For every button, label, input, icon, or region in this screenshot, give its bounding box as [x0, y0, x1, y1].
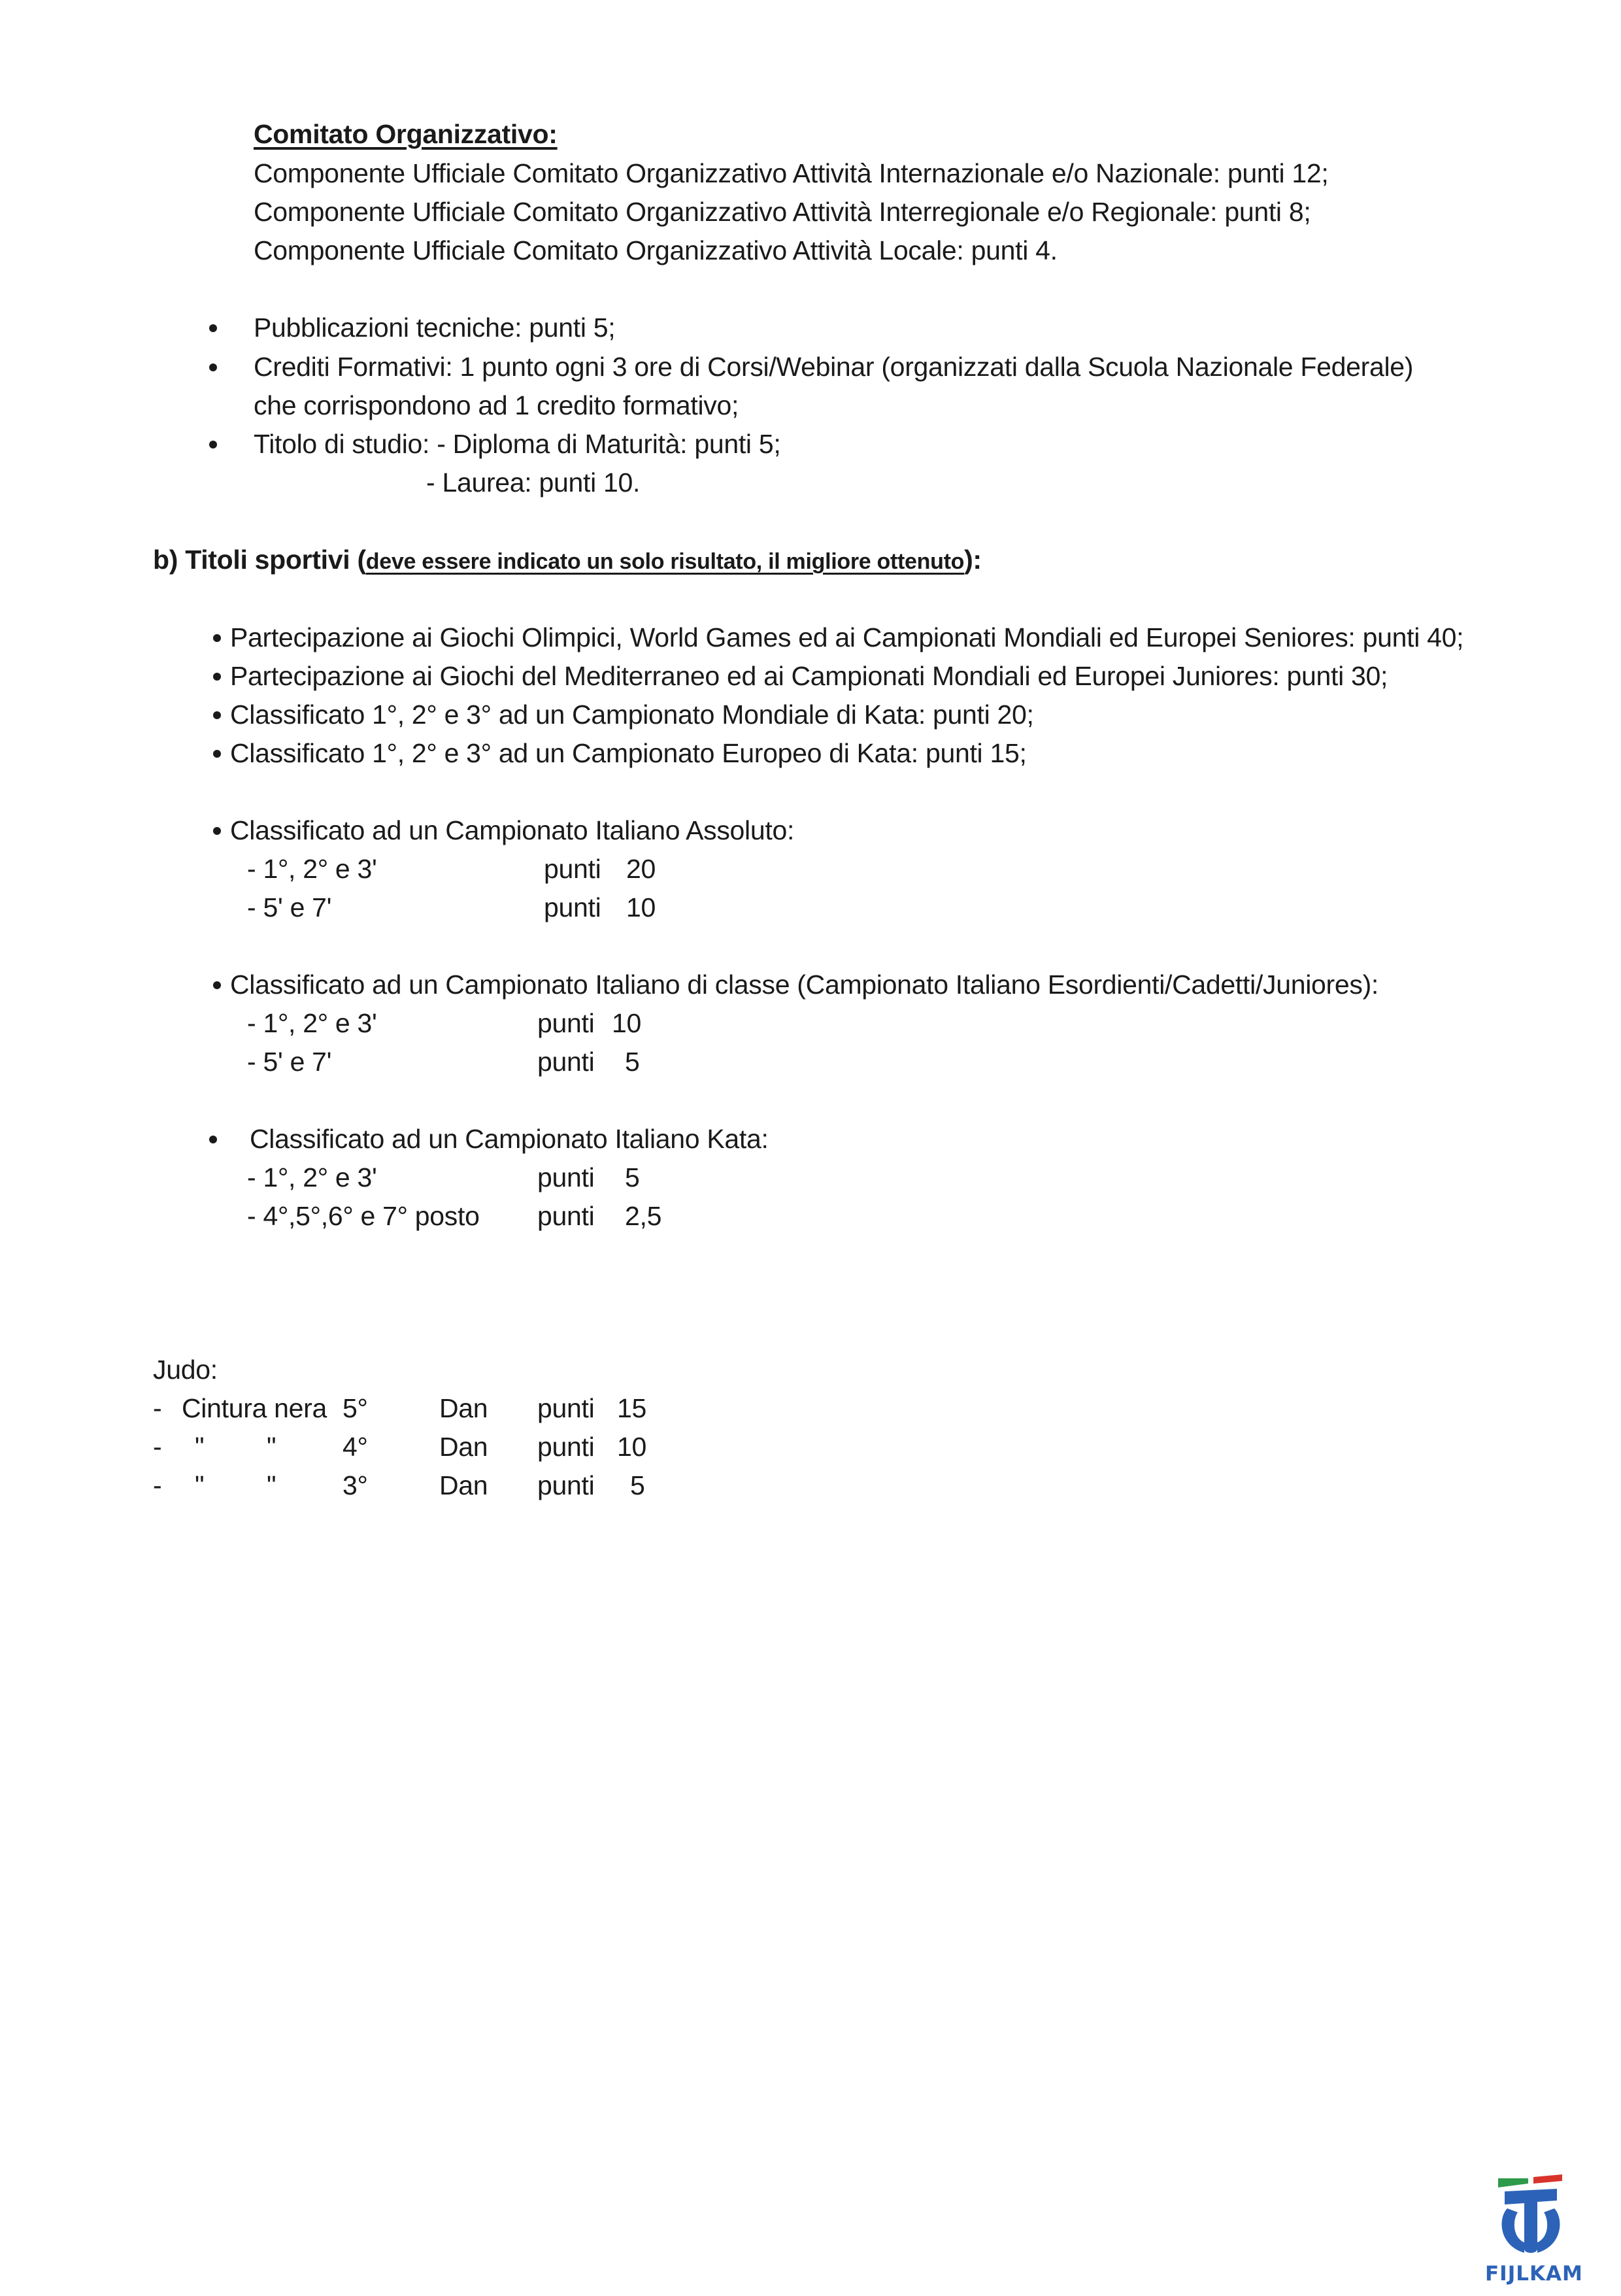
judo-punti-label: punti — [537, 1432, 595, 1462]
classe-pos: - 1°, 2° e 3' — [247, 1008, 377, 1038]
kata-punti-value: 5 — [625, 1162, 640, 1192]
classe-punti-label: punti — [537, 1008, 595, 1038]
crediti-item-line-1: Crediti Formativi: 1 punto ogni 3 ore di Corsi/Webinar (organizzati dalla Scuola Nazionale Federale) — [254, 352, 1414, 382]
judo-ditto: " — [195, 1470, 205, 1500]
classe-punti-label: punti — [537, 1047, 595, 1077]
judo-ditto: " — [195, 1432, 205, 1462]
comitato-line-1: Componente Ufficiale Comitato Organizzativo Attività Internazionale e/o Nazionale: punti 12; — [254, 158, 1329, 188]
judo-grade: 5° — [343, 1393, 368, 1423]
bullet — [209, 1136, 217, 1143]
comitato-line-3: Componente Ufficiale Comitato Organizzativo Attività Locale: punti 4. — [254, 235, 1058, 265]
judo-punti-value: 15 — [617, 1393, 647, 1423]
judo-dash: - — [153, 1432, 162, 1462]
bullet — [213, 750, 221, 758]
kata-punti-label: punti — [537, 1162, 595, 1192]
titoli-sportivi-note-open: ( — [357, 545, 366, 575]
kata-punti-label: punti — [537, 1201, 595, 1231]
bullet — [209, 441, 217, 448]
fijlkam-logo-text: FIJLKAM — [1485, 2262, 1583, 2286]
comitato-line-2: Componente Ufficiale Comitato Organizzativo Attività Interregionale e/o Regionale: punti 8; — [254, 197, 1311, 227]
judo-dan: Dan — [439, 1393, 488, 1423]
classe-pos: - 5' e 7' — [247, 1047, 332, 1077]
judo-dash: - — [153, 1393, 162, 1423]
kata-title: Classificato ad un Campionato Italiano Kata: — [250, 1124, 769, 1154]
assoluto-pos: - 1°, 2° e 3' — [247, 854, 377, 884]
judo-punti-label: punti — [537, 1393, 595, 1423]
judo-ditto: " — [267, 1432, 276, 1462]
sport-item-4: Classificato 1°, 2° e 3° ad un Campionato Europeo di Kata: punti 15; — [230, 738, 1027, 768]
judo-dan: Dan — [439, 1470, 488, 1500]
judo-dash: - — [153, 1470, 162, 1500]
titoli-sportivi-label: b) Titoli sportivi — [153, 545, 350, 575]
pubblicazioni-item: Pubblicazioni tecniche: punti 5; — [254, 312, 616, 343]
judo-grade: 4° — [343, 1432, 368, 1462]
judo-punti-value: 5 — [630, 1470, 645, 1500]
sport-item-2: Partecipazione ai Giochi del Mediterraneo ed ai Campionati Mondiali ed Europei Juniores: punti 30; — [230, 661, 1388, 691]
assoluto-punti-value: 20 — [626, 854, 656, 884]
sport-item-3: Classificato 1°, 2° e 3° ad un Campionato Mondiale di Kata: punti 20; — [230, 700, 1034, 730]
crediti-item-line-2: che corrispondono ad 1 credito formativo; — [254, 390, 739, 420]
judo-grade: 3° — [343, 1470, 368, 1500]
bullet — [213, 981, 221, 989]
kata-punti-value: 2,5 — [625, 1201, 662, 1231]
judo-ditto: " — [267, 1470, 276, 1500]
bullet — [213, 827, 221, 835]
bullet — [213, 673, 221, 681]
fijlkam-logo-mark — [1485, 2172, 1577, 2262]
judo-heading: Judo: — [153, 1355, 218, 1385]
assoluto-pos: - 5' e 7' — [247, 892, 332, 922]
assoluto-punti-label: punti — [544, 892, 601, 922]
judo-punti-value: 10 — [617, 1432, 647, 1462]
fijlkam-logo — [1485, 2172, 1583, 2296]
titoli-sportivi-heading — [153, 541, 982, 581]
judo-punti-label: punti — [537, 1470, 595, 1500]
titolo-studio-line-1: Titolo di studio: - Diploma di Maturità: punti 5; — [254, 429, 781, 459]
bullet — [213, 634, 221, 642]
kata-pos: - 4°,5°,6° e 7° posto — [247, 1201, 480, 1231]
assoluto-punti-label: punti — [544, 854, 601, 884]
bullet — [213, 711, 221, 719]
kata-pos: - 1°, 2° e 3' — [247, 1162, 377, 1192]
comitato-heading: Comitato Organizzativo: — [254, 119, 558, 149]
judo-belt: Cintura nera — [182, 1393, 327, 1423]
titolo-studio-line-2: - Laurea: punti 10. — [426, 467, 641, 498]
titoli-sportivi-note-close: ): — [964, 545, 982, 575]
classe-punti-value: 5 — [625, 1047, 640, 1077]
judo-dan: Dan — [439, 1432, 488, 1462]
classe-title: Classificato ad un Campionato Italiano di classe (Campionato Italiano Esordienti/Cadetti/Juniores): — [230, 970, 1379, 1000]
bullet — [209, 324, 217, 332]
titoli-sportivi-note: deve essere indicato un solo risultato, il migliore ottenuto — [365, 549, 965, 574]
bullet — [209, 363, 217, 371]
assoluto-title: Classificato ad un Campionato Italiano Assoluto: — [230, 815, 795, 845]
assoluto-punti-value: 10 — [626, 892, 656, 922]
sport-item-1: Partecipazione ai Giochi Olimpici, World Games ed ai Campionati Mondiali ed Europei Seniores: punti 40; — [230, 622, 1464, 652]
classe-punti-value: 10 — [612, 1008, 642, 1038]
